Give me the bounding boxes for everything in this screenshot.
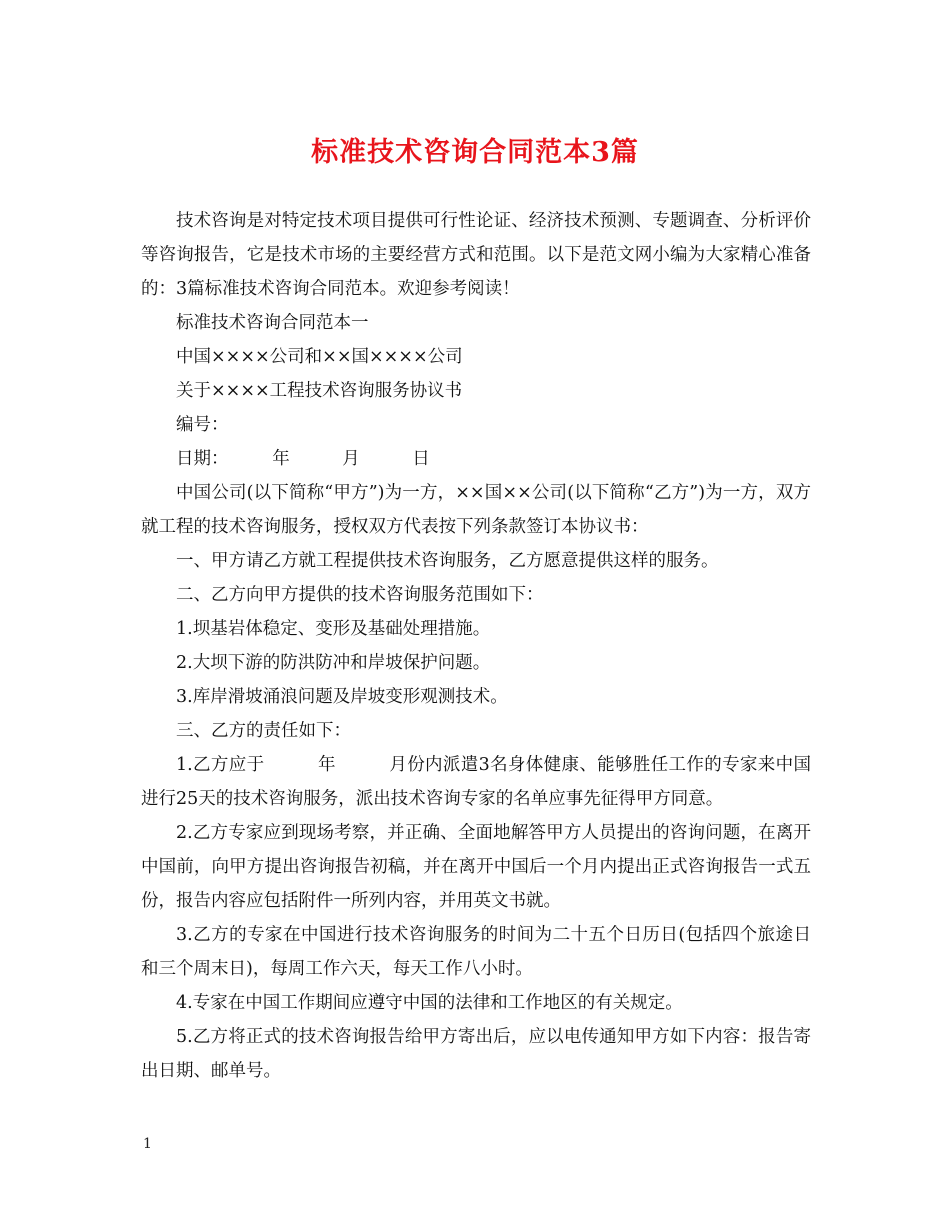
document-title: 标准技术咨询合同范本3篇 xyxy=(311,137,639,168)
paragraph-number: 编号： xyxy=(176,415,229,435)
paragraph-clause-2-item-1: 1.坝基岩体稳定、变形及基础处理措施。 xyxy=(176,619,491,639)
paragraph-clause-3-item-4: 4.专家在中国工作期间应遵守中国的法律和工作地区的有关规定。 xyxy=(176,993,683,1013)
paragraph-clause-3: 三、乙方的责任如下： xyxy=(176,721,351,741)
paragraph-agreement-title: 关于××××工程技术咨询服务协议书 xyxy=(176,381,463,401)
paragraph-date: 日期： 年 月 日 xyxy=(176,449,430,469)
document-body xyxy=(141,204,811,1088)
paragraph-clause-1: 一、甲方请乙方就工程提供技术咨询服务，乙方愿意提供这样的服务。 xyxy=(176,551,719,571)
paragraph-section-heading: 标准技术咨询合同范本一 xyxy=(176,313,369,333)
paragraph-clause-3-item-2: 2.乙方专家应到现场考察，并正确、全面地解答甲方人员提出的咨询问题，在离开中国前，向甲方提出咨询报告初稿，并在离开中国后一个月内提出正式咨询报告一式五份，报告内容应包括附件一所列内容，并用英文书就。 xyxy=(141,823,811,911)
paragraph-clause-3-item-1: 1.乙方应于 年 月份内派遣3名身体健康、能够胜任工作的专家来中国进行25天的技术咨询服务，派出技术咨询专家的名单应事先征得甲方同意。 xyxy=(141,755,811,809)
paragraph-clause-3-item-3: 3.乙方的专家在中国进行技术咨询服务的时间为二十五个日历日(包括四个旅途日和三个周末日)，每周工作六天，每天工作八小时。 xyxy=(141,925,811,979)
page-number: 1 xyxy=(143,1136,152,1152)
paragraph-parties: 中国××××公司和××国××××公司 xyxy=(176,347,463,367)
paragraph-clause-2-item-3: 3.库岸滑坡涌浪问题及岸坡变形观测技术。 xyxy=(176,687,508,707)
paragraph-clause-2: 二、乙方向甲方提供的技术咨询服务范围如下： xyxy=(176,585,544,605)
paragraph-intro: 技术咨询是对特定技术项目提供可行性论证、经济技术预测、专题调查、分析评价等咨询报告，它是技术市场的主要经营方式和范围。以下是范文网小编为大家精心准备的：3篇标准技术咨询合同范本。欢迎参考阅读！ xyxy=(141,211,811,299)
paragraph-clause-3-item-5: 5.乙方将正式的技术咨询报告给甲方寄出后，应以电传通知甲方如下内容：报告寄出日期、邮单号。 xyxy=(141,1027,811,1081)
paragraph-preamble: 中国公司(以下简称“甲方”)为一方，××国××公司(以下简称“乙方”)为一方，双方就工程的技术咨询服务，授权双方代表按下列条款签订本协议书： xyxy=(141,483,811,537)
paragraph-clause-2-item-2: 2.大坝下游的防洪防冲和岸坡保护问题。 xyxy=(176,653,491,673)
